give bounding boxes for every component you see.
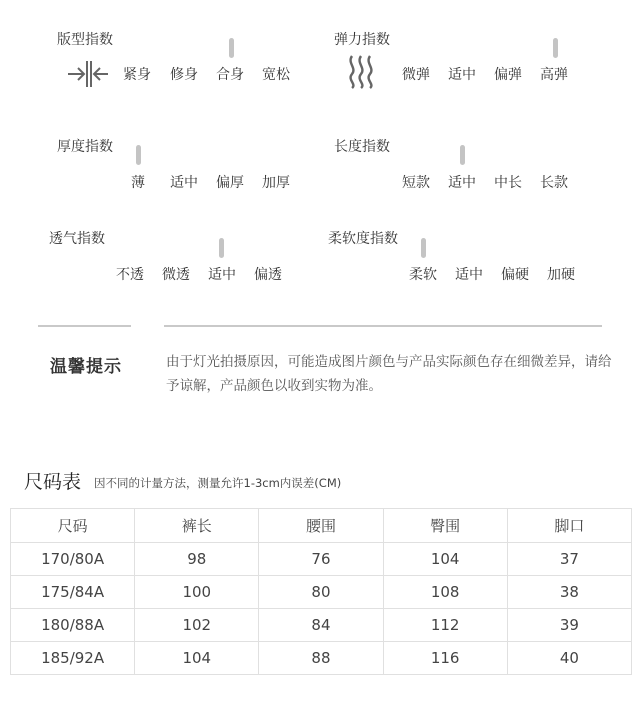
divider-long [164,325,602,327]
header-cell: 腰围 [259,509,383,543]
table-row [11,543,632,576]
table-cell: 170/80A [11,543,135,576]
breathability-index-title: 透气指数 [49,231,105,247]
table-cell: 102 [135,609,259,642]
table-cell: 100 [135,576,259,609]
thickness-option-2: 适中 [170,175,198,191]
size-chart-note: 因不同的计量方法，测量允许1-3cm内误差(CM) [94,476,342,490]
length-option-4: 长款 [540,175,568,191]
size-table [10,508,632,675]
fit-option-2: 修身 [170,67,198,83]
thickness-level-marker [136,145,141,165]
table-cell: 116 [383,642,507,675]
header-cell: 脚口 [507,509,631,543]
breathability-level-marker [219,238,224,258]
softness-option-1: 柔软 [409,267,437,283]
table-cell: 175/84A [11,576,135,609]
notice-text: 由于灯光拍摄原因，可能造成图片颜色与产品实际颜色存在细微差异，请给予谅解，产品颜色以收到实物为准。 [166,354,612,394]
header-cell: 臀围 [383,509,507,543]
table-header-row [11,509,632,543]
fit-option-1: 紧身 [123,67,151,83]
softness-option-4: 加硬 [547,267,575,283]
size-chart-title: 尺码表 [24,471,82,493]
table-cell: 104 [135,642,259,675]
breathability-option-3: 适中 [208,267,236,283]
table-cell: 39 [507,609,631,642]
table-cell: 38 [507,576,631,609]
thickness-index-title: 厚度指数 [57,139,113,155]
notice-title: 温馨提示 [50,357,122,377]
table-cell: 108 [383,576,507,609]
breathability-option-4: 偏透 [254,267,282,283]
elasticity-index-title: 弹力指数 [334,32,390,48]
length-option-2: 适中 [448,175,476,191]
table-cell: 80 [259,576,383,609]
elasticity-option-4: 高弹 [540,67,568,83]
table-cell: 185/92A [11,642,135,675]
table-row [11,609,632,642]
table-cell: 84 [259,609,383,642]
table-cell: 88 [259,642,383,675]
elasticity-option-1: 微弹 [402,67,430,83]
fit-option-4: 宽松 [262,67,290,83]
length-level-marker [460,145,465,165]
thickness-option-3: 偏厚 [216,175,244,191]
table-cell: 112 [383,609,507,642]
header-cell: 尺码 [11,509,135,543]
elasticity-option-3: 偏弹 [494,67,522,83]
elasticity-level-marker [553,38,558,58]
fit-index-title: 版型指数 [57,32,113,48]
table-cell: 98 [135,543,259,576]
softness-level-marker [421,238,426,258]
elasticity-option-2: 适中 [448,67,476,83]
table-cell: 180/88A [11,609,135,642]
breathability-option-2: 微透 [162,267,190,283]
fit-option-3: 合身 [216,67,244,83]
fit-level-marker [229,38,234,58]
softness-option-2: 适中 [455,267,483,283]
bottom-fade [0,676,640,704]
thickness-option-4: 加厚 [262,175,290,191]
table-cell: 37 [507,543,631,576]
length-option-1: 短款 [402,175,430,191]
length-index-title: 长度指数 [334,139,390,155]
table-row [11,642,632,675]
table-row [11,576,632,609]
wave-icon [346,54,380,90]
thickness-option-1: 薄 [131,175,145,191]
table-cell: 76 [259,543,383,576]
table-cell: 104 [383,543,507,576]
breathability-option-1: 不透 [116,267,144,283]
softness-option-3: 偏硬 [501,267,529,283]
softness-index-title: 柔软度指数 [328,231,398,247]
divider-short [38,325,131,327]
compress-arrows-icon [66,58,110,90]
header-cell: 裤长 [135,509,259,543]
table-cell: 40 [507,642,631,675]
length-option-3: 中长 [494,175,522,191]
